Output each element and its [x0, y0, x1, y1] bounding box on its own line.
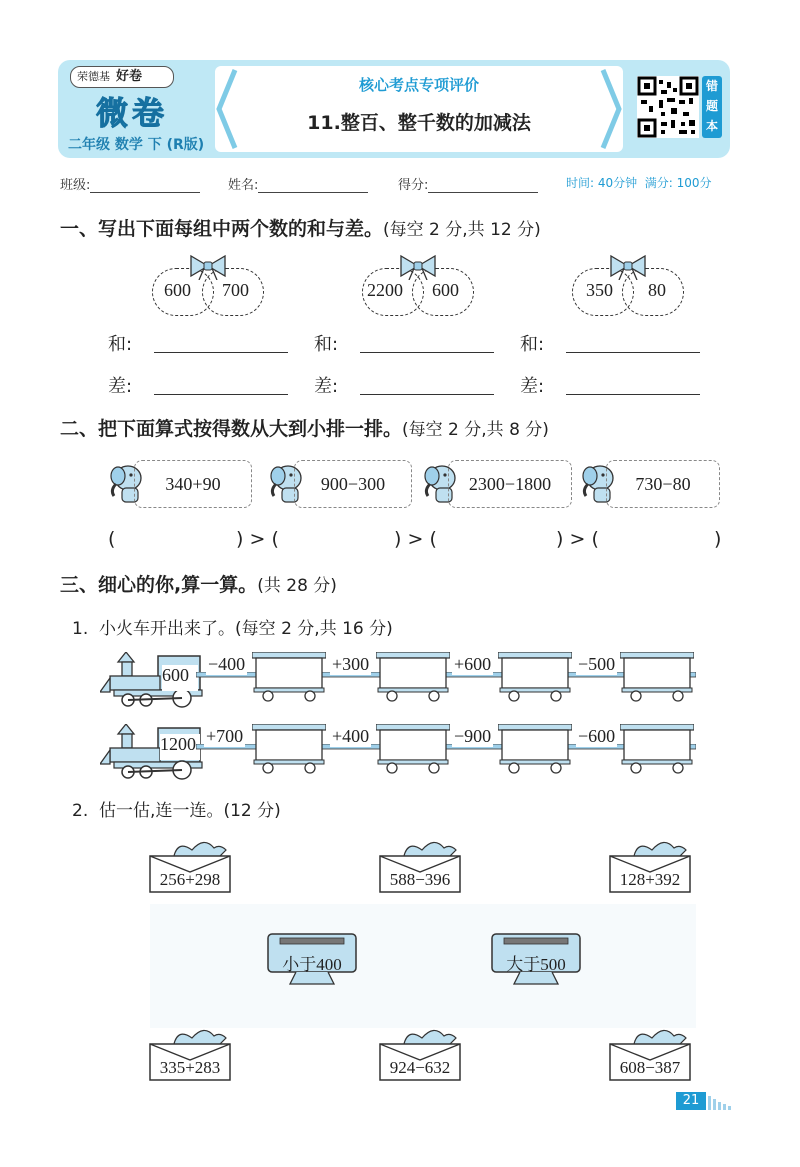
gt-sign-1: ) > ( — [236, 528, 279, 550]
expression-card-2: 900−300 — [294, 460, 412, 508]
top-expression-3: 128+392 — [619, 870, 681, 889]
brand-tag — [70, 66, 174, 88]
greater-than-500-label: 大于500 — [506, 955, 566, 974]
train-op: +400 — [332, 726, 370, 746]
score-field: 得分: — [398, 174, 538, 193]
name-field: 姓名: — [228, 174, 368, 193]
mistake-book-label: 错 题 本 — [702, 76, 722, 138]
number-pair-1 — [152, 268, 266, 316]
train-wagon-icon[interactable] — [252, 652, 326, 702]
expression-card-1: 340+90 — [134, 460, 252, 508]
page-title: 11.整百、整千数的加减法 — [307, 112, 531, 134]
class-blank[interactable] — [90, 179, 200, 193]
order-blank-4[interactable] — [602, 528, 712, 554]
pair-number: 80 — [648, 280, 666, 300]
page-number: 21 — [676, 1092, 706, 1110]
bottom-expression-2: 924−632 — [389, 1058, 451, 1077]
train-wagon-icon[interactable] — [620, 652, 694, 702]
sum-answer-3[interactable] — [566, 352, 700, 353]
bottom-expression-1: 335+283 — [159, 1058, 221, 1077]
number-pair-3 — [572, 268, 686, 316]
train-wagon-icon[interactable] — [376, 652, 450, 702]
sum-answer-1[interactable] — [154, 352, 288, 353]
diff-label: 差: — [108, 376, 133, 397]
train-wagon-icon[interactable] — [252, 724, 326, 774]
train-op: −600 — [578, 726, 616, 746]
diff-answer-1[interactable] — [154, 394, 288, 395]
expression-card-4: 730−80 — [606, 460, 720, 508]
score-blank[interactable] — [428, 179, 538, 193]
train-wagon-icon[interactable] — [498, 724, 572, 774]
pair-number: 2200 — [367, 280, 403, 300]
train-op: −500 — [578, 654, 616, 674]
diff-answer-2[interactable] — [360, 394, 494, 395]
section1-heading: 一、写出下面每组中两个数的和与差。(每空 2 分,共 12 分) — [60, 218, 541, 240]
train-op: +300 — [332, 654, 370, 674]
expression-card-3: 2300−1800 — [448, 460, 572, 508]
top-expression-1: 256+298 — [159, 870, 221, 889]
train-start-value: 600 — [162, 665, 198, 691]
brand-name: 荣德基 — [77, 70, 110, 83]
bow-icon — [398, 254, 438, 280]
order-blank-1[interactable] — [118, 528, 228, 554]
bottom-expression-3: 608−387 — [619, 1058, 681, 1077]
bow-icon — [188, 254, 228, 280]
train-op: −900 — [454, 726, 492, 746]
order-blank-3[interactable] — [440, 528, 550, 554]
sum-label: 和: — [314, 334, 339, 355]
sum-answer-2[interactable] — [360, 352, 494, 353]
sum-label: 和: — [108, 334, 133, 355]
time-info: 时间: 40分钟 满分: 100分 — [566, 176, 712, 190]
train-op: +600 — [454, 654, 492, 674]
bow-icon — [608, 254, 648, 280]
section2-heading: 二、把下面算式按得数从大到小排一排。(每空 2 分,共 8 分) — [60, 418, 549, 440]
train-op: −400 — [208, 654, 246, 674]
paren-open: ( — [108, 528, 116, 550]
sum-label: 和: — [520, 334, 545, 355]
diff-label: 差: — [520, 376, 545, 397]
train-op: +700 — [206, 726, 244, 746]
less-than-400-label: 小于400 — [282, 955, 342, 974]
section3-heading: 三、细心的你,算一算。(共 28 分) — [60, 574, 337, 596]
bars-decoration-icon — [708, 1094, 738, 1110]
name-blank[interactable] — [258, 179, 368, 193]
brand-title: 微卷 — [96, 94, 169, 132]
gt-sign-3: ) > ( — [556, 528, 599, 550]
pair-number: 350 — [586, 280, 613, 300]
diff-label: 差: — [314, 376, 339, 397]
header-subtitle: 核心考点专项评价 — [358, 76, 479, 94]
train-start-value: 1200 — [160, 734, 200, 760]
diff-answer-3[interactable] — [566, 394, 700, 395]
train-wagon-icon[interactable] — [376, 724, 450, 774]
question2-text: 2. 估一估,连一连。(12 分) — [72, 801, 281, 821]
top-expression-2: 588−396 — [389, 870, 451, 889]
train-wagon-icon[interactable] — [620, 724, 694, 774]
qr-code-icon[interactable] — [637, 76, 699, 138]
pair-number: 600 — [432, 280, 459, 300]
class-field: 班级: — [60, 174, 200, 193]
order-blank-2[interactable] — [282, 528, 392, 554]
train-wagon-icon[interactable] — [498, 652, 572, 702]
grade-label: 二年级 数学 下 (R版) — [68, 137, 205, 153]
number-pair-2 — [362, 268, 476, 316]
gt-sign-2: ) > ( — [394, 528, 437, 550]
matching-area — [150, 904, 696, 1028]
question1-text: 1. 小火车开出来了。(每空 2 分,共 16 分) — [72, 619, 393, 639]
paren-close: ) — [714, 528, 722, 550]
pair-number: 600 — [164, 280, 191, 300]
brand-series: 好卷 — [116, 69, 143, 84]
pair-number: 700 — [222, 280, 249, 300]
